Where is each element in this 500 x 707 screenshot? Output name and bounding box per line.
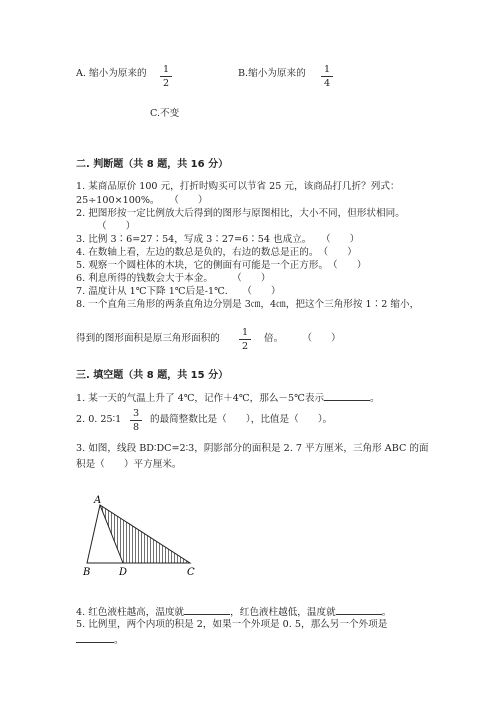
judge-q2-line2: （ ） [97, 221, 136, 232]
fraction-bar [130, 420, 142, 421]
judge-q4: 4. 在数轴上看，左边的数总是负的，右边的数总是正的。 （ ） [76, 247, 357, 258]
judge-q8-line2b: 倍。 （ ） [264, 333, 341, 344]
option-b: B.缩小为原来的 [238, 68, 306, 79]
fraction-denominator: 8 [132, 422, 140, 433]
fraction-denominator: 2 [162, 78, 170, 89]
fill-q5-line2 [76, 633, 124, 647]
fraction-bar [321, 76, 333, 77]
fill-q2-fraction [129, 408, 143, 433]
label-c: C [187, 567, 195, 578]
label-d: D [119, 567, 128, 578]
fill-q4-text-a: 4. 红色液柱越高，温度就 [76, 607, 185, 618]
fraction-numerator: 1 [162, 64, 170, 75]
fill-q2-end: 的最简整数比是（ ），比值是（ ）。 [150, 414, 333, 425]
fill-q4 [76, 605, 391, 619]
fill-q1-text: 1. 某一天的气温上升了 4℃，记作＋4℃，那么－5℃表示 [76, 393, 325, 404]
judge-q7: 7. 温度计从 1℃下降 1℃后是-1℃. （ ） [76, 286, 281, 297]
fill-q3-line1: 3. 如图，线段 BD∶DC=2∶3，阴影部分的面积是 2. 7 平方厘米，三角形 ABC 的面 [76, 443, 429, 454]
label-a: A [94, 495, 102, 506]
triangle-abc-figure [80, 492, 200, 578]
option-a-fraction [159, 64, 173, 89]
fill-q3-line2: 积是（ ）平方厘米。 [76, 459, 182, 470]
fill-q1 [76, 391, 380, 405]
judge-q8-fraction [238, 327, 252, 352]
fraction-numerator: 1 [241, 327, 249, 338]
section-3-heading: 三. 填空题（共 8 题，共 15 分） [76, 370, 229, 381]
option-b-fraction [320, 64, 334, 89]
answer-blank[interactable] [336, 605, 382, 615]
fill-q5-line1: 5. 比例里，两个内项的积是 2，如果一个外项是 0. 5，那么另一个外项是 [76, 619, 388, 630]
section-2-heading: 二. 判断题（共 8 题，共 16 分） [76, 159, 229, 170]
answer-blank[interactable] [324, 391, 370, 401]
fill-q2-start: 2. 0. 25∶1 [76, 414, 122, 425]
option-a: A. 缩小为原来的 [76, 68, 147, 79]
answer-blank[interactable] [184, 605, 230, 615]
fill-q4-text-b: ，红色液柱越低，温度就 [230, 607, 336, 618]
fraction-denominator: 4 [323, 78, 331, 89]
fraction-numerator: 3 [132, 408, 140, 419]
fraction-bar [239, 339, 251, 340]
judge-q1-line1: 1. 某商品原价 100 元，打折时购买可以节省 25 元，该商品打几折？列式： [76, 181, 400, 192]
fraction-numerator: 1 [323, 64, 331, 75]
fill-q1-end: 。 [370, 393, 380, 404]
judge-q5: 5. 观察一个圆柱体的木块，它的侧面有可能是一个正方形。 （ ） [76, 260, 367, 271]
fraction-denominator: 2 [241, 341, 249, 352]
option-c: C.不变 [150, 108, 180, 119]
answer-blank[interactable] [76, 633, 114, 643]
judge-q2-line1: 2. 把图形按一定比例放大后得到的图形与原图相比，大小不同，但形状相同。 [76, 208, 405, 219]
fill-q5-end: 。 [114, 635, 124, 646]
judge-q6: 6. 利息所得的钱数会大于本金。 （ ） [76, 273, 271, 284]
judge-q8-line1: 8. 一个直角三角形的两条直角边分别是 3㎝，4㎝，把这个三角形按 1∶2 缩小， [76, 299, 420, 310]
judge-q3: 3. 比例 3∶6=27∶54，写成 3∶27=6∶54 也成立。 （ ） [76, 234, 360, 245]
judge-q1-line2: 25÷100×100%。 （ ） [76, 195, 208, 206]
fill-q4-end: 。 [381, 607, 392, 618]
label-b: B [83, 567, 91, 578]
fraction-bar [160, 76, 172, 77]
judge-q8-line2a: 得到的图形面积是原三角形面积的 [76, 333, 220, 344]
